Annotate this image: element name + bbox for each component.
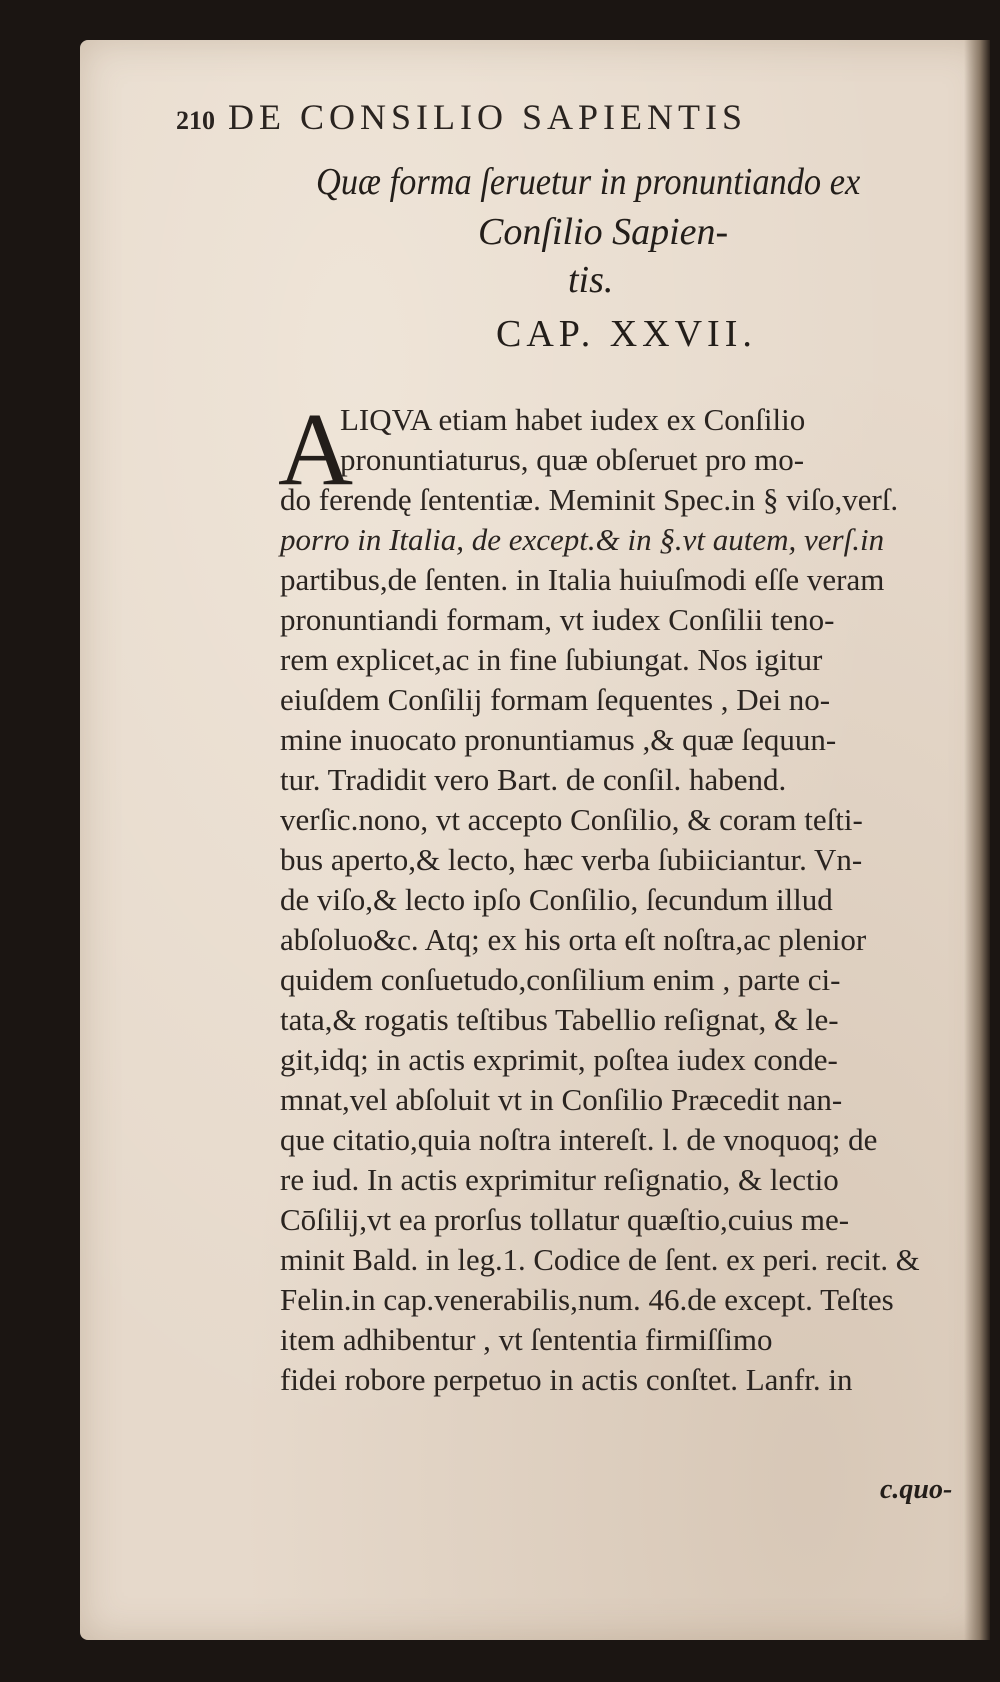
text-line: bus aperto,& lecto, hæc verba ſubiiciantur. Vn- [280,842,863,877]
chapter-title-line: Conſilio Sapien- [478,211,729,253]
text-line: item adhibentur , vt ſententia firmiſſimo [280,1322,773,1357]
text-line: fidei robore perpetuo in actis conſtet. Lanfr. in [280,1362,853,1397]
text-line: mine inuocato pronuntiamus ,& quæ ſequun- [280,722,837,757]
text-line: Felin.in cap.venerabilis,num. 46.de except. Teſtes [280,1282,894,1317]
text-line: pronuntiandi formam, vt iudex Conſilii teno- [280,602,835,637]
text-line: re iud. In actis exprimitur reſignatio, & lectio [280,1162,839,1197]
text-line: pronuntiaturus, quæ obſeruet pro mo- [340,442,805,477]
catchword: c.quo- [880,1474,953,1505]
page-header [176,96,936,144]
page-number: 210 [176,106,215,135]
book-page [80,40,990,1640]
text-line: minit Bald. in leg.1. Codice de ſent. ex peri. recit. & [280,1242,920,1277]
page-gutter [964,40,990,1640]
text-line: quidem conſuetudo,conſilium enim , parte ci- [280,962,841,997]
text-line: LIQVA etiam habet iudex ex Conſilio [340,402,806,437]
chapter-title-line: tis. [568,259,614,301]
drop-initial: A [278,392,354,507]
text-line: Cōſilij,vt ea prorſus tollatur quæſtio,cuius me- [280,1202,850,1237]
text-line: tur. Tradidit vero Bart. de conſil. habend. [280,762,787,797]
text-line: de viſo,& lecto ipſo Conſilio, ſecundum illud [280,882,833,917]
text-line: tata,& rogatis teſtibus Tabellio reſignat, & le- [280,1002,839,1037]
running-head: DE CONSILIO SAPIENTIS [228,97,747,137]
text-line: rem explicet,ac in fine ſubiungat. Nos igitur [280,642,823,677]
text-line: partibus,de ſenten. in Italia huiuſmodi eſſe veram [280,562,885,597]
chapter-number: CAP. XXVII. [496,313,757,355]
text-line: verſic.nono, vt accepto Conſilio, & coram teſti- [280,802,863,837]
chapter-title-line: Quæ forma ſeruetur in pronuntiando ex [316,161,861,203]
text-line: mnat,vel abſoluit vt in Conſilio Præcedit nan- [280,1082,843,1117]
text-line: do ferendę ſententiæ. Meminit Spec.in § viſo,verſ. [280,482,899,517]
text-line: git,idq; in actis exprimit, poſtea iudex conde- [280,1042,838,1077]
text-line: que citatio,quia noſtra intereſt. l. de vnoquoq; de [280,1122,878,1157]
text-line: eiuſdem Conſilij formam ſequentes , Dei no- [280,682,831,717]
text-line: porro in Italia, de except.& in §.vt autem, verſ.in [280,522,885,557]
text-line: abſoluo&c. Atq; ex his orta eſt noſtra,ac plenior [280,922,867,957]
